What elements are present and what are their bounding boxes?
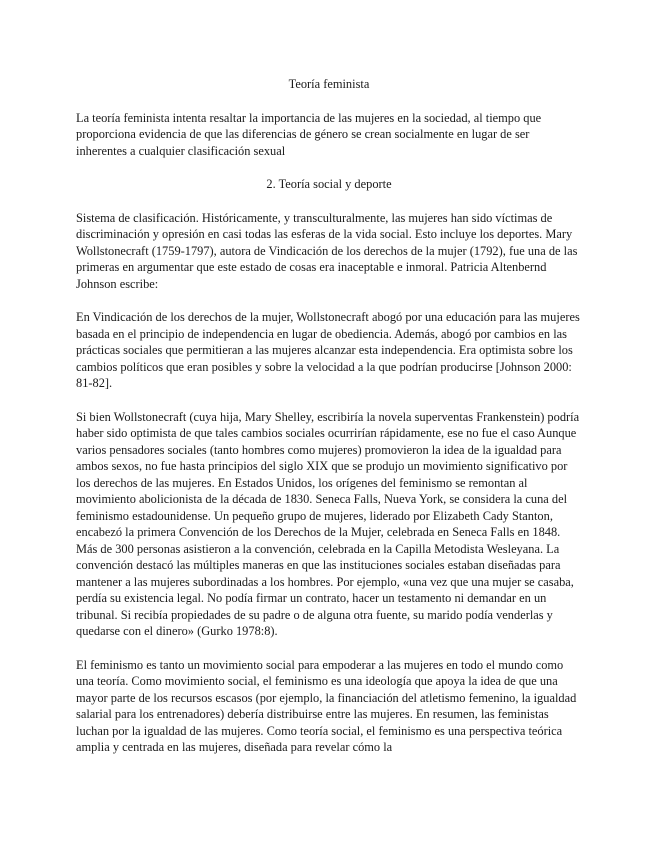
intro-paragraph: La teoría feminista intenta resaltar la importancia de las mujeres en la sociedad, al tiempo que proporciona evidencia de que las diferencias de género se crean socialmente en lugar de ser inherentes a cualquier clasificación sexual (76, 110, 542, 158)
body-paragraph: El feminismo es tanto un movimiento social para empoderar a las mujeres en todo el mundo como una teoría. Como movimiento social, el feminismo es una ideología que apoya la idea de que una mayor parte de los recursos escasos (por ejemplo, la financiación del atletismo femenino, la igualdad salarial para los entrenadores) debería distribuirse entre las mujeres. En resumen, las feministas luchan por la igualdad de las mujeres. Como teoría social, el feminismo es una perspectiva teórica amplia y centrada en las mujeres, diseñada para revelar cómo la (76, 657, 577, 754)
body-paragraph: En Vindicación de los derechos de la mujer, Wollstonecraft abogó por una educación para las mujeres basada en el principio de independencia en lugar de obediencia. Además, abogó por cambios en las prácticas sociales que permitieran a las mujeres alcanzar esta independencia. Era optimista sobre los cambios políticos que eran posibles y sobre la velocidad a la que podrían producirse [Johnson 2000: 81-82]. (76, 310, 580, 390)
body-paragraph: Si bien Wollstonecraft (cuya hija, Mary Shelley, escribiría la novela superventas Frankenstein) podría haber sido optimista de que tales cambios sociales ocurrirían rápidamente, ese no fue el caso Aunque varios pensadores sociales (tanto hombres como mujeres) promovieron la idea de la igualdad para ambos sexos, no fue hasta principios del siglo XIX que se produjo un movimiento significativo por los derechos de las mujeres. En Estados Unidos, los orígenes del feminismo se remontan al movimiento abolicionista de la década de 1830. Seneca Falls, Nueva York, se considera la cuna del feminismo estadounidense. Un pequeño grupo de mujeres, liderado por Elizabeth Cady Stanton, encabezó la primera Convención de los Derechos de la Mujer, celebrada en Seneca Falls en 1848. Más de 300 personas asistieron a la convención, celebrada en la Capilla Metodista Wesleyana. La convención destacó las múltiples maneras en que las instituciones sociales estaban diseñadas para mantener a las mujeres subordinadas a los hombres. Por ejemplo, «una vez que una mujer se casaba, perdía su existencia legal. No podía firmar un contrato, hacer un testamento ni demandar en un tribunal. Si recibía propiedades de su padre o de alguna otra fuente, su marido podía venderlas y quedarse con el dinero» (Gurko 1978:8). (76, 409, 580, 638)
body-paragraph: Sistema de clasificación. Históricamente, y transculturalmente, las mujeres han sido víctimas de discriminación y opresión en casi todas las esferas de la vida social. Esto incluye los deportes. Mary Wollstonecraft (1759-1797), autora de Vindicación de los derechos de la mujer (1792), fue una de las primeras en argumentar que este estado de cosas era inaceptable e inmoral. Patricia Altenbernd Johnson escribe: (76, 210, 578, 291)
document-body (76, 76, 582, 773)
section-heading: 2. Teoría social y deporte (266, 177, 392, 191)
document-title: Teoría feminista (288, 77, 370, 91)
